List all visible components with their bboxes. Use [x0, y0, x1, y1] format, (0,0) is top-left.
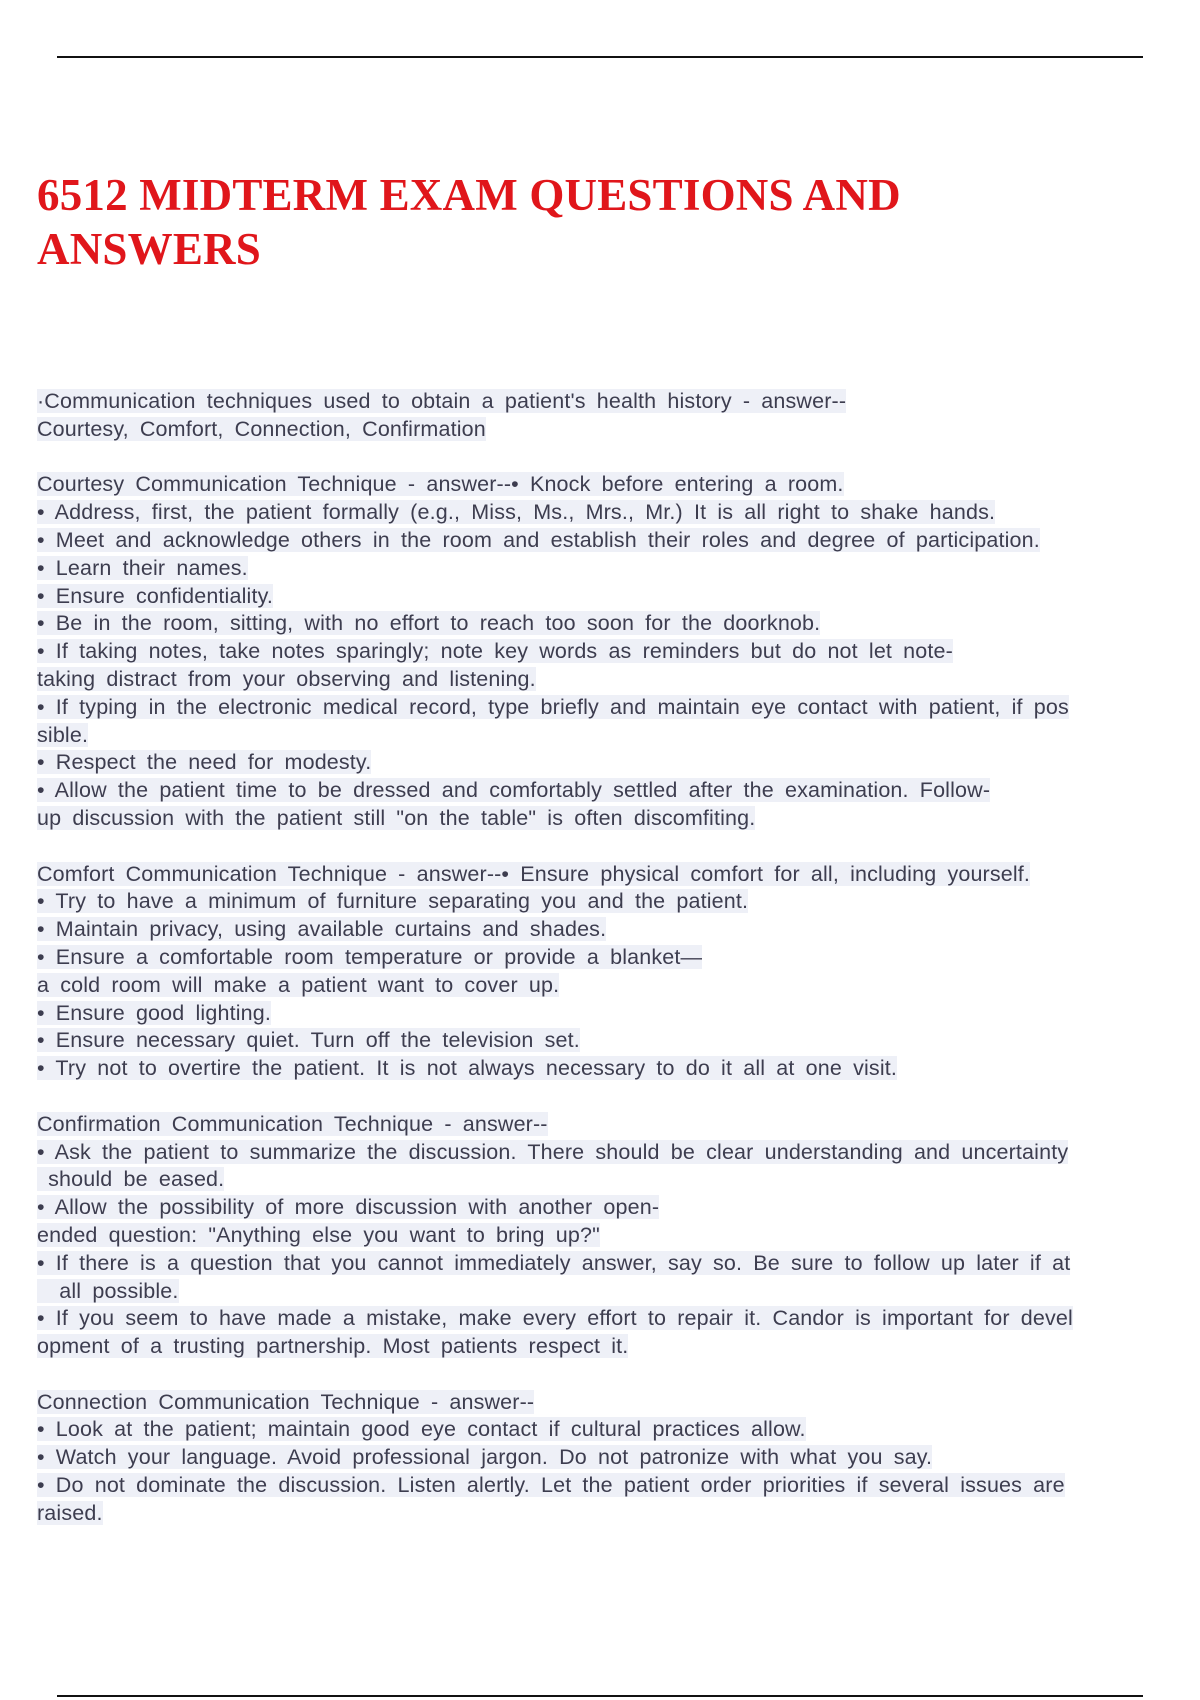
bullet-line: • Ask the patient to summarize the discussion. There should be clear understanding and uncertainty: [37, 1139, 1069, 1164]
bullet-line: • If typing in the electronic medical record, type briefly and maintain eye contact with patient, if pos: [37, 694, 1069, 719]
bullet-line: • If taking notes, take notes sparingly; note key words as reminders but do not let note-: [37, 639, 953, 664]
bullet-line: • Try not to overtire the patient. It is not always necessary to do it all at one visit.: [37, 1056, 898, 1081]
top-rule: [57, 56, 1143, 58]
bullet-line: • If there is a question that you cannot immediately answer, say so. Be sure to follow up later if at: [37, 1250, 1071, 1275]
bullet-line: • Respect the need for modesty.: [37, 750, 372, 775]
intro-question: [37, 388, 1190, 444]
bullet-line: • Ensure a comfortable room temperature or provide a blanket—: [37, 944, 703, 969]
bullet-line: • Try to have a minimum of furniture separating you and the patient.: [37, 889, 749, 914]
text-line: Courtesy, Comfort, Connection, Confirmation: [37, 416, 486, 441]
bullet-line: • Ensure confidentiality.: [37, 583, 273, 608]
section-heading: Comfort Communication Technique - answer--• Ensure physical comfort for all, including yourself.: [37, 861, 1031, 886]
courtesy-section: [37, 471, 1190, 832]
bullet-line: • Maintain privacy, using available curtains and shades.: [37, 917, 607, 942]
document-title: [37, 168, 1137, 276]
bullet-line: • Address, first, the patient formally (e.g., Miss, Ms., Mrs., Mr.) It is all right to shake hands.: [37, 500, 996, 525]
bullet-line: • Allow the possibility of more discussion with another open-: [37, 1195, 660, 1220]
title-line-1: 6512 MIDTERM EXAM QUESTIONS AND: [37, 170, 901, 220]
bullet-line: • If you seem to have made a mistake, make every effort to repair it. Candor is important for devel: [37, 1306, 1073, 1331]
bullet-line: up discussion with the patient still "on the table" is often discomfiting.: [37, 805, 756, 830]
bottom-rule: [57, 1695, 1143, 1697]
comfort-section: [37, 861, 1190, 1083]
bullet-line: • Allow the patient time to be dressed and comfortably settled after the examination. Follow-: [37, 778, 991, 803]
bullet-line: • Do not dominate the discussion. Listen alertly. Let the patient order priorities if several issues are: [37, 1473, 1065, 1498]
confirmation-section: [37, 1111, 1190, 1361]
section-heading: Courtesy Communication Technique - answer--• Knock before entering a room.: [37, 472, 844, 497]
title-line-2: ANSWERS: [37, 224, 261, 274]
bullet-line: ended question: "Anything else you want to bring up?": [37, 1222, 600, 1247]
section-heading: Confirmation Communication Technique - answer--: [37, 1111, 548, 1136]
bullet-line: • Be in the room, sitting, with no effort to reach too soon for the doorknob.: [37, 611, 821, 636]
bullet-line: • Look at the patient; maintain good eye contact if cultural practices allow.: [37, 1417, 806, 1442]
bullet-line: raised.: [37, 1500, 103, 1525]
bullet-line: • Ensure necessary quiet. Turn off the television set.: [37, 1028, 580, 1053]
bullet-line: all possible.: [37, 1278, 179, 1303]
connection-section: [37, 1389, 1190, 1528]
section-heading: Connection Communication Technique - answer--: [37, 1389, 535, 1414]
bullet-line: a cold room will make a patient want to cover up.: [37, 972, 560, 997]
bullet-line: should be eased.: [37, 1167, 225, 1192]
bullet-line: sible.: [37, 722, 89, 747]
bullet-line: • Learn their names.: [37, 555, 248, 580]
text-line: ·Communication techniques used to obtain a patient's health history - answer--: [37, 389, 847, 413]
bullet-line: taking distract from your observing and listening.: [37, 666, 536, 691]
document-body: [37, 388, 1190, 1555]
bullet-line: • Watch your language. Avoid professional jargon. Do not patronize with what you say.: [37, 1445, 933, 1470]
bullet-line: opment of a trusting partnership. Most patients respect it.: [37, 1334, 629, 1359]
bullet-line: • Ensure good lighting.: [37, 1000, 271, 1025]
bullet-line: • Meet and acknowledge others in the room and establish their roles and degree of participation.: [37, 527, 1040, 552]
